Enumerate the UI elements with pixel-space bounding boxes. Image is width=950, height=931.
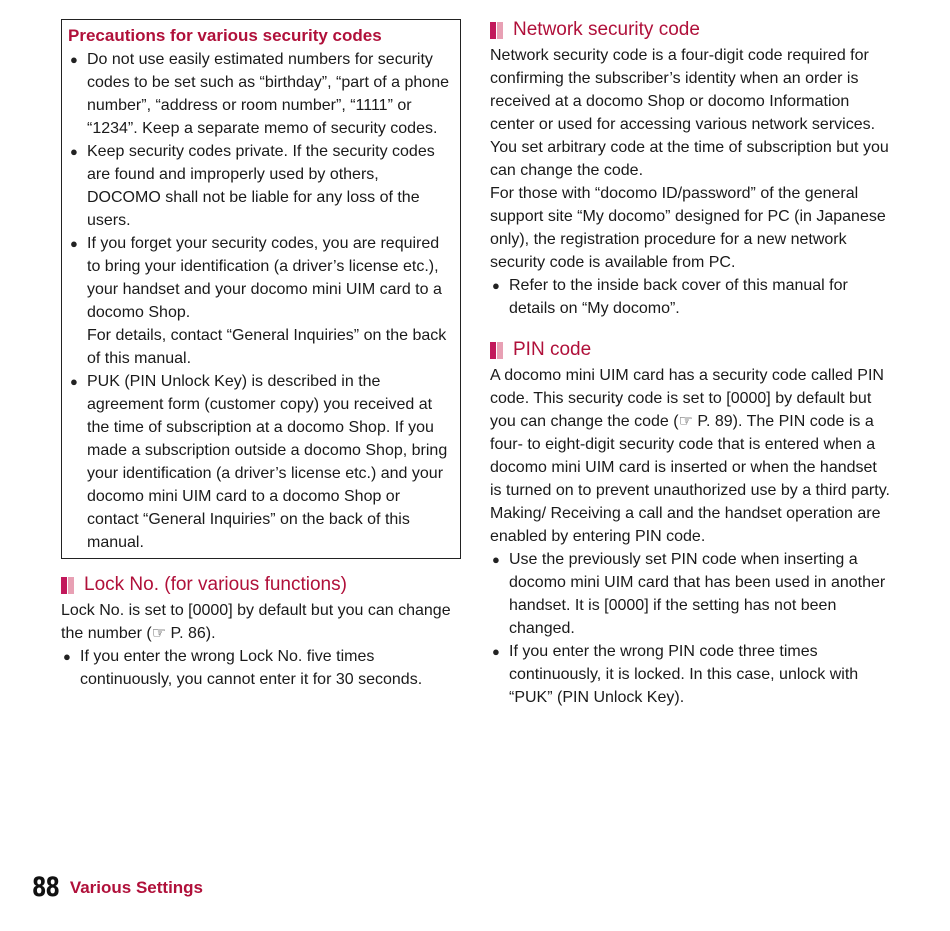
bullet-icon: ● bbox=[70, 52, 78, 67]
section-body: A docomo mini UIM card has a security code called PIN code. This security code is set to [0000] by default but you can change the code (☞ P. 89). The PIN code is a four- to eight-digit security code that is entered when a docomo mini UIM card is inserted or when the handset is turned on to prevent unauthorized use by a third party. Making/ Receiving a call and the handset operation are enabled by entering PIN code. bbox=[490, 367, 890, 545]
bullet-icon: ● bbox=[492, 552, 500, 567]
section-heading bbox=[490, 17, 890, 43]
bullet-icon: ● bbox=[70, 236, 78, 251]
precautions-list bbox=[68, 48, 454, 554]
pin-list bbox=[490, 548, 890, 709]
precautions-title: Precautions for various security codes bbox=[68, 26, 382, 45]
list-item: ● Keep security codes private. If the security codes are found and improperly used by others, DOCOMO shall not be liable for any loss of the users. bbox=[68, 140, 454, 232]
page-footer bbox=[32, 872, 204, 903]
bullet-icon: ● bbox=[70, 374, 78, 389]
bullet-icon: ● bbox=[492, 644, 500, 659]
network-section bbox=[490, 17, 890, 320]
section-heading bbox=[61, 572, 461, 598]
list-item: ● If you enter the wrong Lock No. five times continuously, you cannot enter it for 30 seconds. bbox=[61, 645, 461, 691]
section-heading-text: Lock No. (for various functions) bbox=[84, 574, 347, 595]
left-column bbox=[61, 19, 461, 691]
list-item: ● PUK (PIN Unlock Key) is described in the agreement form (customer copy) you received at the time of subscription at a docomo Shop. If you made a subscription outside a docomo Shop, bring your identification (a driver’s license etc.) and your docomo mini UIM card to a docomo Shop or contact “General Inquiries” on the back of this manual. bbox=[68, 370, 454, 554]
section-body: For those with “docomo ID/password” of the general support site “My docomo” designed for PC (in Japanese only), the registration procedure for a new network security code is available from PC. bbox=[490, 185, 886, 271]
list-item: ● Use the previously set PIN code when inserting a docomo mini UIM card that has been used in another handset. It is [0000] if the setting has not been changed. bbox=[490, 548, 890, 640]
lock-no-section bbox=[61, 572, 461, 691]
network-list bbox=[490, 274, 890, 320]
section-heading-text: PIN code bbox=[513, 339, 592, 360]
footer-section-title: Various Settings bbox=[69, 878, 204, 897]
list-item: ● If you forget your security codes, you are required to bring your identification (a driver’s license etc.), your handset and your docomo mini UIM card to a docomo Shop. For details, contact “General Inquiries” on the back of this manual. bbox=[68, 232, 454, 370]
list-item: ● If you enter the wrong PIN code three times continuously, it is locked. In this case, unlock with “PUK” (PIN Unlock Key). bbox=[490, 640, 890, 709]
page-number: 88 bbox=[32, 872, 60, 903]
list-item: ● Do not use easily estimated numbers for security codes to be set such as “birthday”, “part of a phone number”, “address or room number”, “1111” or “1234”. Keep a separate memo of security codes. bbox=[68, 48, 454, 140]
right-column bbox=[490, 17, 890, 709]
list-item-note: For details, contact “General Inquiries” on the back of this manual. bbox=[87, 327, 447, 367]
section-marker-icon bbox=[490, 22, 503, 39]
section-marker-icon bbox=[490, 342, 503, 359]
section-body: Lock No. is set to [0000] by default but you can change the number (☞ P. 86). bbox=[61, 602, 451, 642]
bullet-icon: ● bbox=[70, 144, 78, 159]
lock-no-list bbox=[61, 645, 461, 691]
pin-section bbox=[490, 337, 890, 709]
section-heading bbox=[490, 337, 890, 363]
precautions-box bbox=[61, 19, 461, 559]
section-heading-text: Network security code bbox=[513, 19, 700, 40]
bullet-icon: ● bbox=[63, 649, 71, 664]
section-body: Network security code is a four-digit code required for confirming the subscriber’s identity when an order is received at a docomo Shop or docomo Information center or used for accessing various network services. You set arbitrary code at the time of subscription but you can change the code. bbox=[490, 47, 889, 179]
bullet-icon: ● bbox=[492, 278, 500, 293]
list-item: ● Refer to the inside back cover of this manual for details on “My docomo”. bbox=[490, 274, 890, 320]
section-marker-icon bbox=[61, 577, 74, 594]
